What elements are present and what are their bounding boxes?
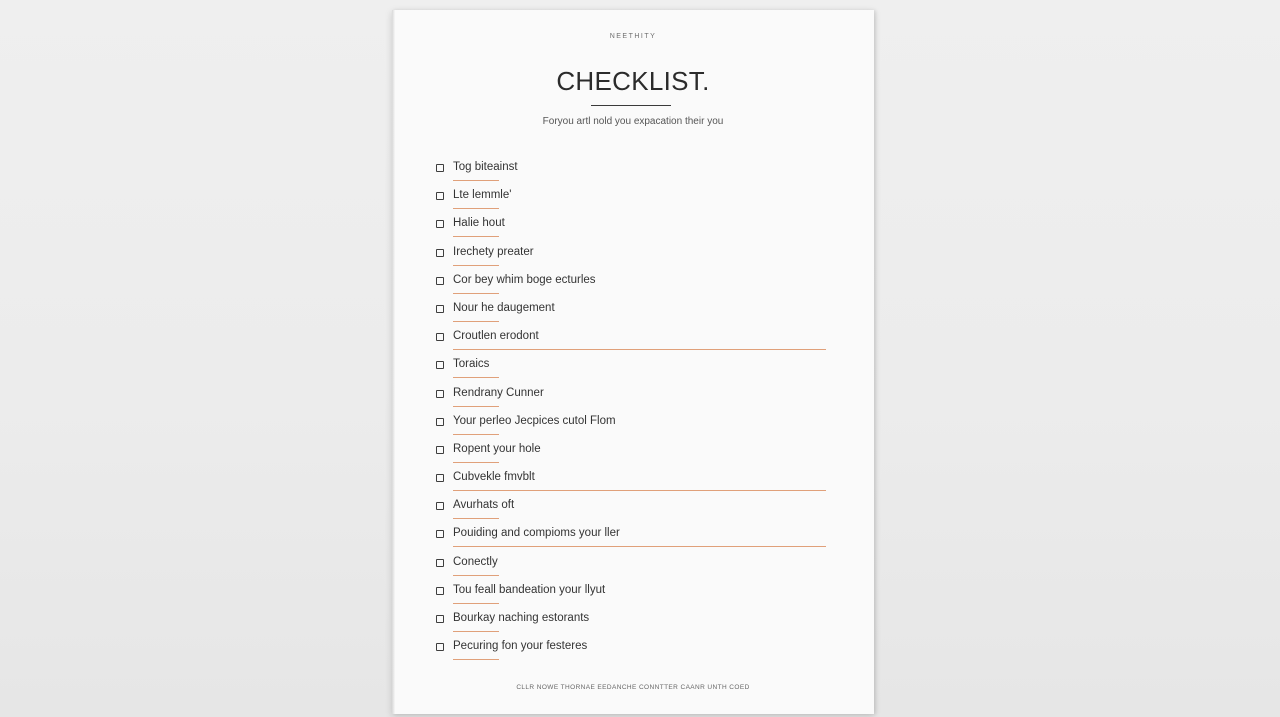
- checkbox[interactable]: [436, 418, 444, 426]
- checkbox[interactable]: [436, 446, 444, 454]
- item-underline: [453, 180, 499, 181]
- checklist-item-label: Conectly: [453, 555, 498, 568]
- checkbox[interactable]: [436, 164, 444, 172]
- checkbox[interactable]: [436, 390, 444, 398]
- checklist-item: [436, 357, 826, 385]
- item-underline: [453, 659, 499, 660]
- item-underline: [453, 546, 826, 547]
- checklist-item-label: Toraics: [453, 358, 490, 371]
- checklist-item-label: Lte lemmle': [453, 189, 512, 202]
- checklist-item-label: Bourkay naching estorants: [453, 612, 590, 624]
- page-title: CHECKLIST.: [556, 66, 710, 96]
- checklist-item-label: Pouiding and compioms your ller: [453, 527, 620, 540]
- item-underline: [453, 293, 499, 294]
- item-underline: [453, 462, 499, 463]
- item-underline: [453, 575, 499, 576]
- checkbox[interactable]: [436, 643, 444, 651]
- checklist-item: [436, 216, 826, 244]
- item-underline: [453, 406, 499, 407]
- brand-name: NEETHITY: [609, 33, 657, 40]
- checklist-item: [436, 442, 826, 470]
- checkbox[interactable]: [436, 361, 444, 369]
- checklist-item: [436, 160, 826, 188]
- checklist-item: [436, 245, 826, 273]
- checkbox[interactable]: [436, 474, 444, 482]
- checklist-item-label: Tog biteainst: [453, 161, 518, 173]
- item-underline: [453, 349, 826, 350]
- checklist-item-label: Cor bey whim boge ecturles: [453, 273, 596, 286]
- checkbox[interactable]: [436, 192, 444, 200]
- item-underline: [453, 236, 499, 237]
- item-underline: [453, 377, 499, 378]
- checklist-item: [436, 526, 826, 554]
- checklist-item-label: Halie hout: [453, 217, 505, 230]
- checklist-item-label: Nour he daugement: [453, 301, 555, 314]
- page-footer: CLLR NOWE THORNAE EEDANCHE CONNTTER CAANR UNTH COED: [516, 684, 750, 691]
- checkbox[interactable]: [436, 277, 444, 285]
- checklist-item-label: Irechety preater: [453, 245, 534, 258]
- checkbox[interactable]: [436, 559, 444, 567]
- item-underline: [453, 321, 499, 322]
- checklist-item: [436, 639, 826, 667]
- checklist-item-label: Ropent your hole: [453, 442, 541, 455]
- checklist-item-label: Pecuring fon your festeres: [453, 640, 588, 653]
- checkbox[interactable]: [436, 615, 444, 623]
- checklist-item-label: Your perleo Jecpices cutol Flom: [453, 414, 616, 427]
- item-underline: [453, 434, 499, 435]
- checkbox[interactable]: [436, 587, 444, 595]
- checklist-item: [436, 470, 826, 498]
- checklist-item-label: Avurhats oft: [453, 499, 515, 512]
- checkbox[interactable]: [436, 220, 444, 228]
- item-underline: [453, 631, 499, 632]
- title-underline: [591, 105, 671, 106]
- checklist-item: [436, 611, 826, 639]
- checklist-item: [436, 555, 826, 583]
- item-underline: [453, 490, 826, 491]
- checklist-item: [436, 301, 826, 329]
- checklist-item: [436, 414, 826, 442]
- checkbox[interactable]: [436, 530, 444, 538]
- checklist-item: [436, 273, 826, 301]
- item-underline: [453, 265, 499, 266]
- page-subtitle: Foryou artl nold you expacation their you: [542, 116, 724, 127]
- checklist-item-label: Croutlen erodont: [453, 330, 539, 343]
- checkbox[interactable]: [436, 249, 444, 257]
- checklist-item: [436, 188, 826, 216]
- checklist-item: [436, 583, 826, 611]
- checklist-item: [436, 498, 826, 526]
- checklist-item: [436, 386, 826, 414]
- checkbox[interactable]: [436, 305, 444, 313]
- checkbox[interactable]: [436, 502, 444, 510]
- checkbox[interactable]: [436, 333, 444, 341]
- item-underline: [453, 208, 499, 209]
- checklist-item-label: Tou feall bandeation your llyut: [453, 583, 606, 596]
- checklist-item: [436, 329, 826, 357]
- checklist-item-label: Cubvekle fmvblt: [453, 471, 535, 484]
- item-underline: [453, 603, 499, 604]
- checklist-items: [436, 160, 826, 667]
- checklist-item-label: Rendrany Cunner: [453, 386, 544, 399]
- checklist-sheet: [392, 10, 874, 714]
- item-underline: [453, 518, 499, 519]
